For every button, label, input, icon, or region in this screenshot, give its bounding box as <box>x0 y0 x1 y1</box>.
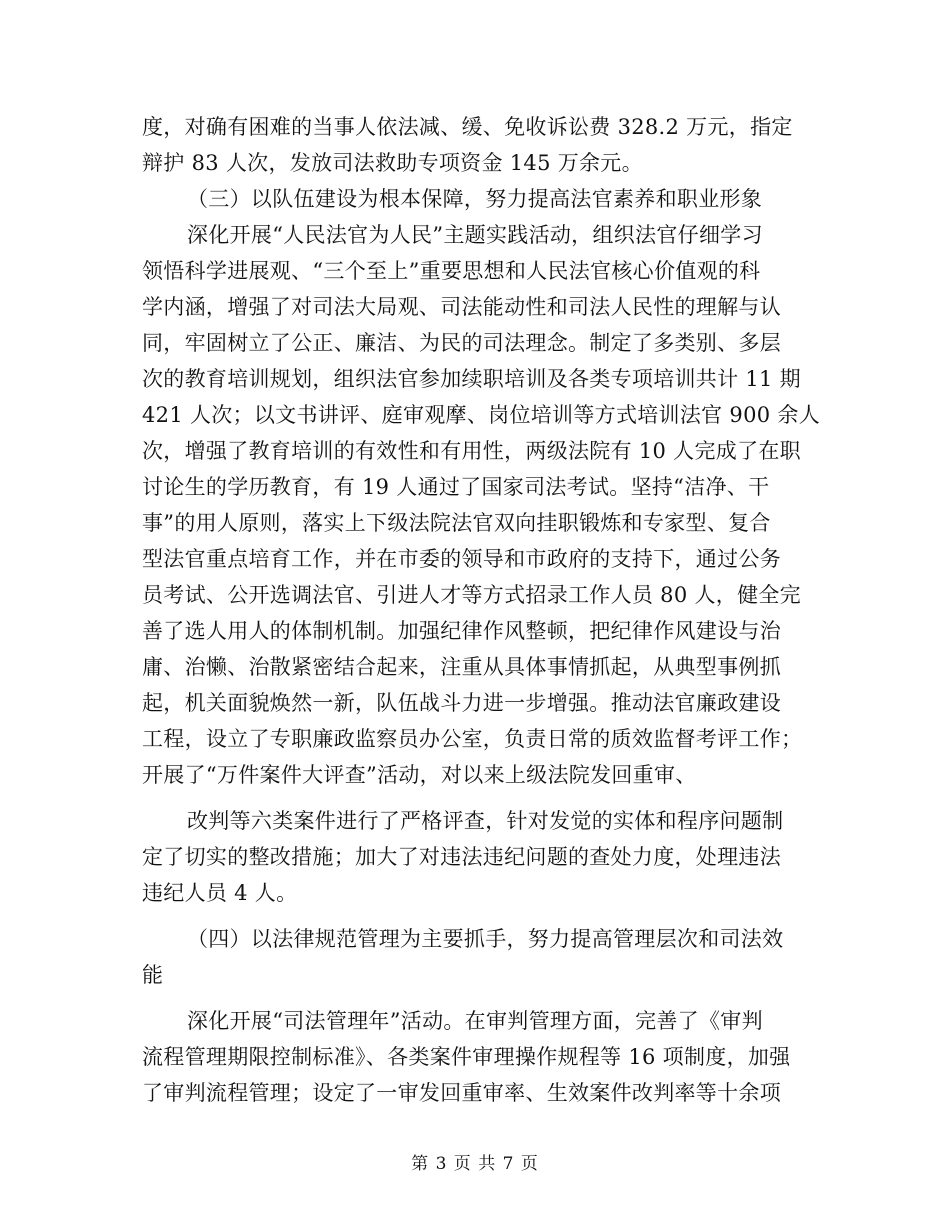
body-line: 深化开展“人民法官为人民”主题实践活动，组织法官仔细学习 <box>187 223 763 247</box>
section-heading: （三）以队伍建设为根本保障，努力提高法官素养和职业形象 <box>187 187 763 211</box>
body-line: 领悟科学进展观、“三个至上”重要思想和人民法官核心价值观的科 <box>142 259 761 283</box>
body-line: 员考试、公开选调法官、引进人才等方式招录工作人员 80 人，健全完 <box>142 583 801 607</box>
body-line: 庸、治懒、治散紧密结合起来，注重从具体事情抓起，从典型事例抓 <box>142 655 781 679</box>
body-line: 讨论生的学历教育，有 19 人通过了国家司法考试。坚持“洁净、干 <box>142 475 770 499</box>
body-line: 次的教育培训规划，组织法官参加续职培训及各类专项培训共计 11 期 <box>142 367 801 391</box>
body-line: 违纪人员 4 人。 <box>142 881 298 905</box>
body-line: 工程，设立了专职廉政监察员办公室，负责日常的质效监督考评工作； <box>142 727 803 751</box>
section-heading-continuation: 能 <box>142 963 164 987</box>
body-line: 学内涵，增强了对司法大局观、司法能动性和司法人民性的理解与认 <box>142 295 781 319</box>
body-line: 型法官重点培育工作，并在市委的领导和市政府的支持下，通过公务 <box>142 547 781 571</box>
body-line: 了审判流程管理；设定了一审发回重审率、生效案件改判率等十余项 <box>142 1081 781 1105</box>
body-line: 善了选人用人的体制机制。加强纪律作风整顿，把纪律作风建设与治 <box>142 619 781 643</box>
body-line: 深化开展“司法管理年”活动。在审判管理方面，完善了《审判 <box>187 1009 763 1033</box>
body-line: 改判等六类案件进行了严格评查，针对发觉的实体和程序问题制 <box>187 809 784 833</box>
body-line: 辩护 83 人次，发放司法救助专项资金 145 万余元。 <box>142 151 643 175</box>
section-heading: （四）以法律规范管理为主要抓手，努力提高管理层次和司法效 <box>187 927 784 951</box>
body-line: 事”的用人原则，落实上下级法院法官双向挂职锻炼和专家型、复合 <box>142 511 771 535</box>
body-line: 度，对确有困难的当事人依法减、缓、免收诉讼费 328.2 万元，指定 <box>142 115 793 139</box>
body-line: 次，增强了教育培训的有效性和有用性，两级法院有 10 人完成了在职 <box>142 439 801 463</box>
body-line: 流程管理期限控制标准》、各类案件审理操作规程等 16 项制度，加强 <box>142 1045 791 1069</box>
body-line: 421 人次；以文书讲评、庭审观摩、岗位培训等方式培训法官 900 余人 <box>142 403 820 427</box>
body-line: 同，牢固树立了公正、廉洁、为民的司法理念。制定了多类别、多层 <box>142 331 781 355</box>
body-line: 定了切实的整改措施；加大了对违法违纪问题的查处力度，处理违法 <box>142 845 781 869</box>
body-line: 起，机关面貌焕然一新，队伍战斗力进一步增强。推动法官廉政建设 <box>142 691 781 715</box>
body-line: 开展了“万件案件大评查”活动，对以来上级法院发回重审、 <box>142 763 697 787</box>
page-number-footer: 第 3 页 共 7 页 <box>411 1154 539 1174</box>
